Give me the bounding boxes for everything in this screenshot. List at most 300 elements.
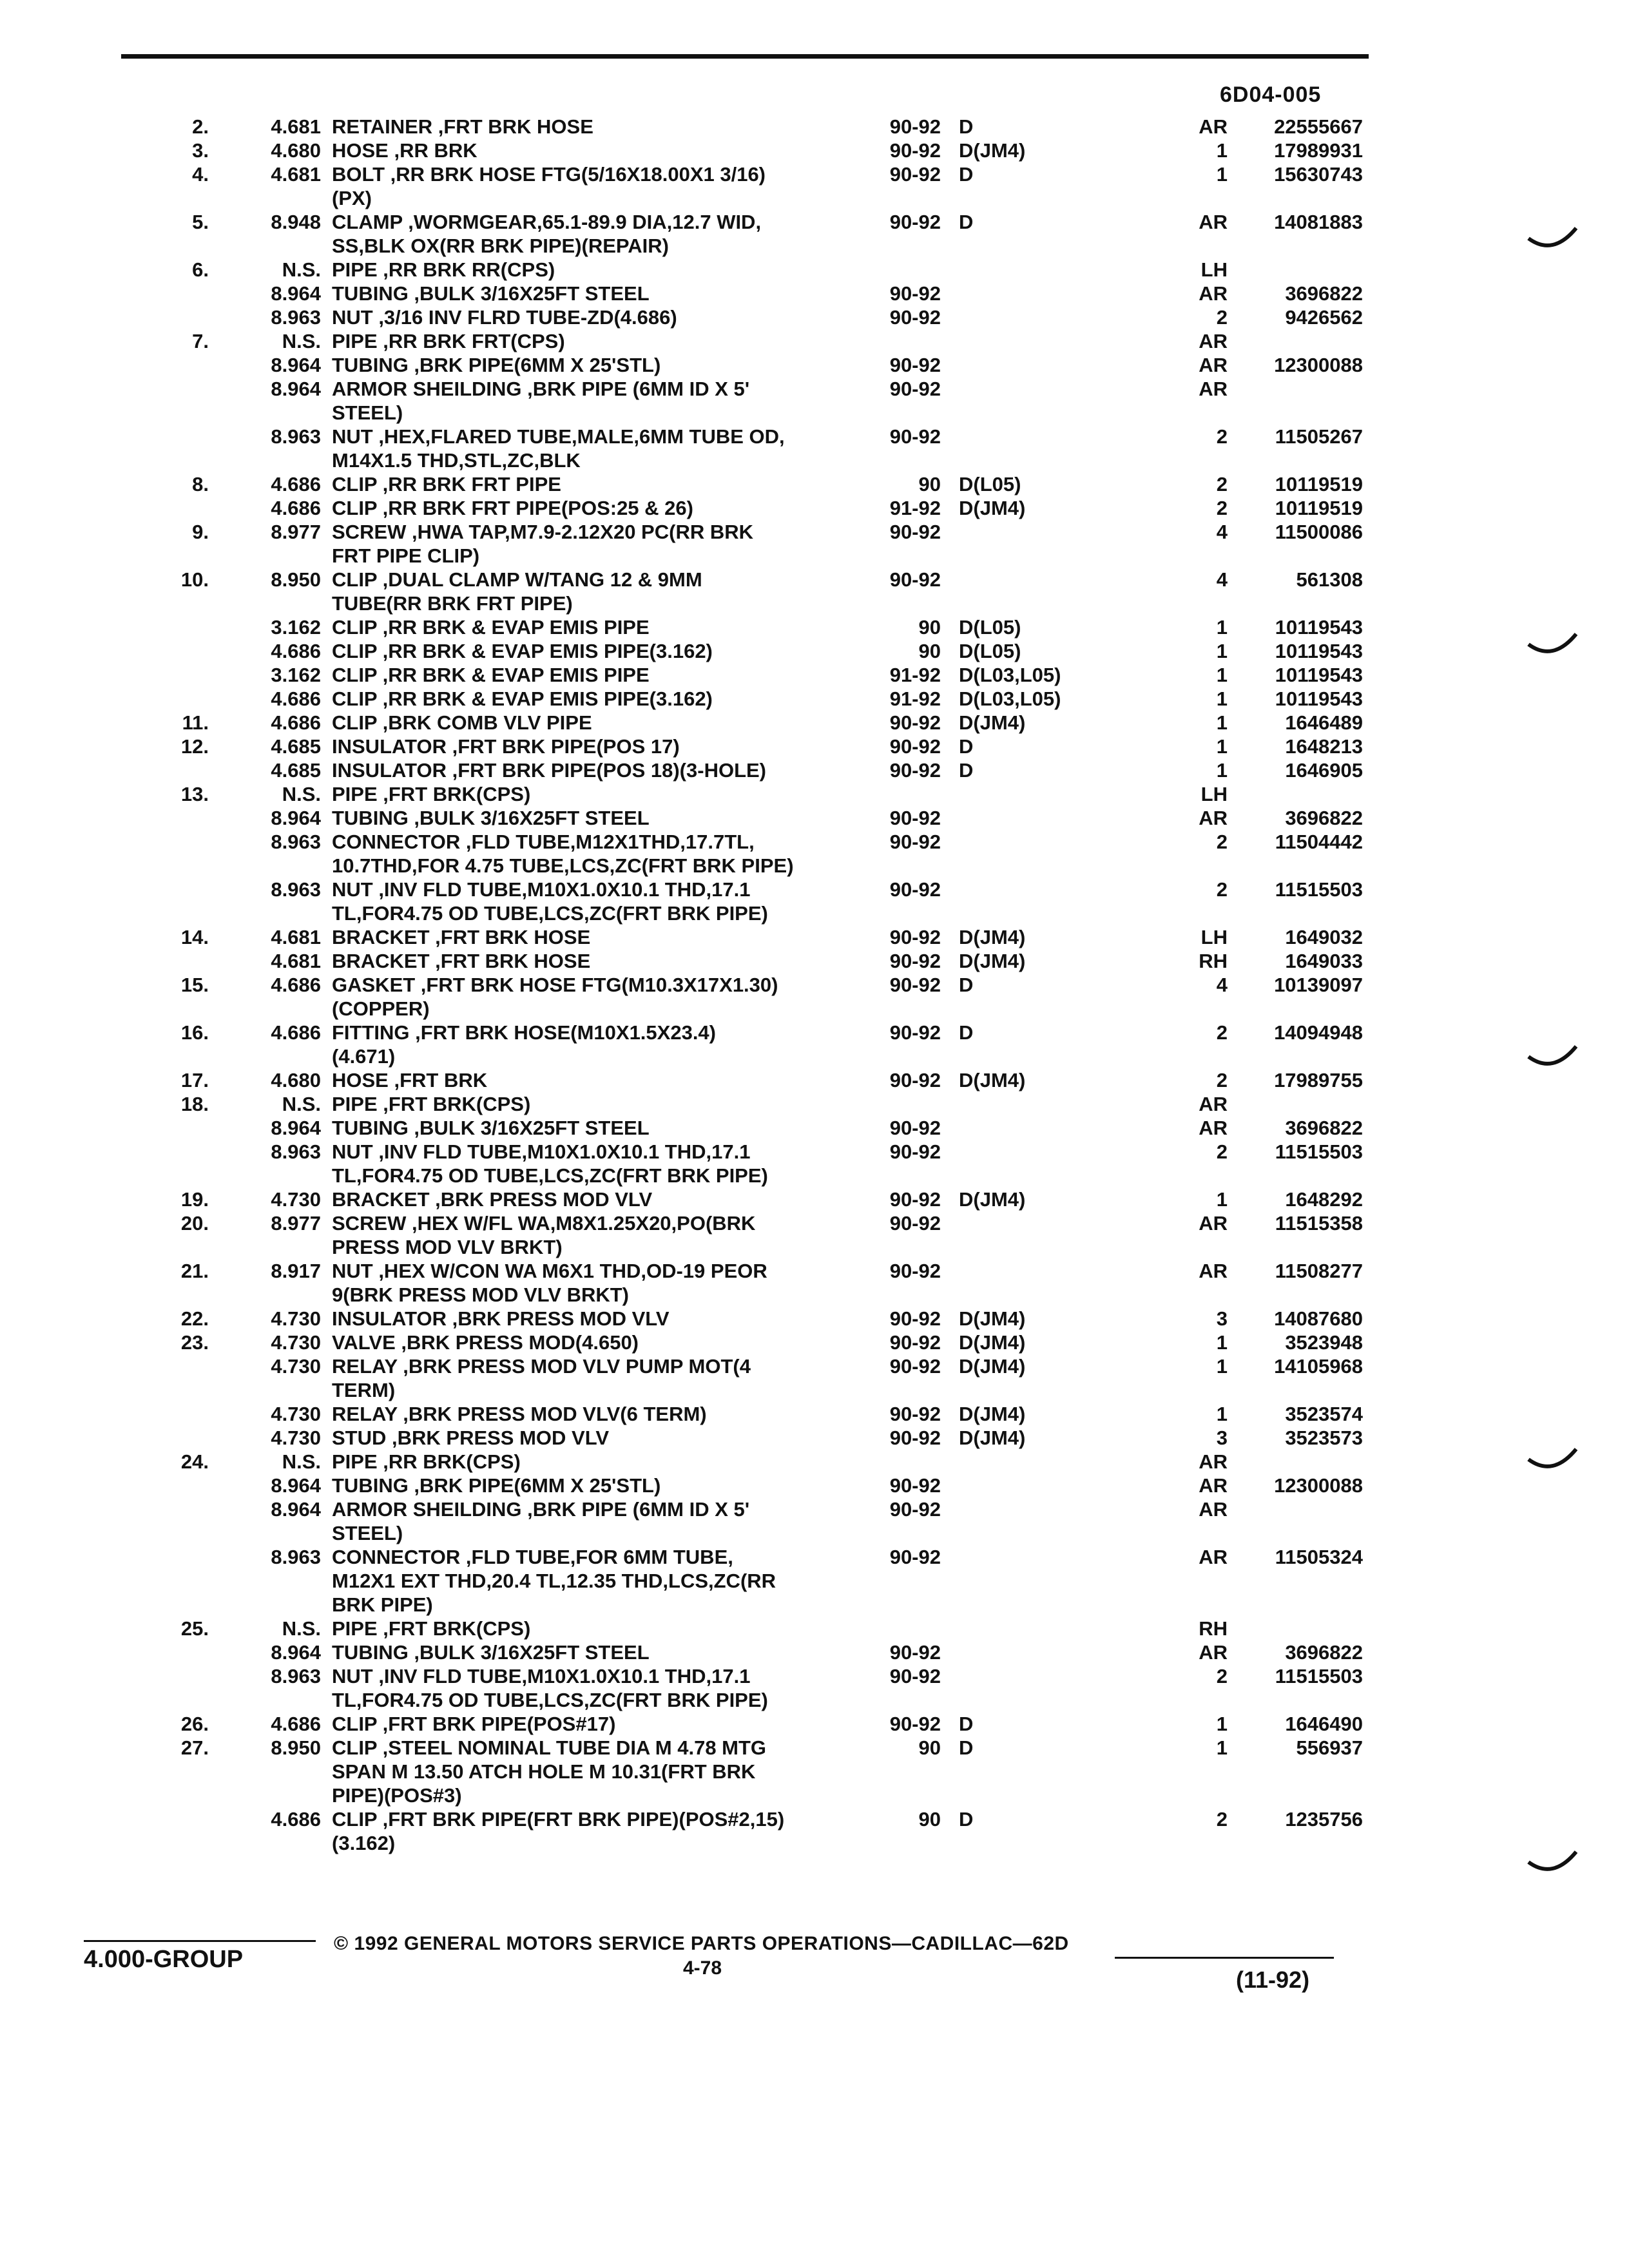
part-description: PRESS MOD VLV BRKT) [332,1236,563,1258]
model-years: 90-92 [889,282,941,305]
figure-number: 20. [180,1212,209,1235]
model-years: 90-92 [889,1546,941,1568]
model-years: 90-92 [889,1331,941,1354]
quantity: 1 [1216,1355,1228,1378]
part-description: BRACKET ,FRT BRK HOSE [332,950,591,972]
model-years: 90-92 [889,1427,941,1449]
model-years: 90-92 [889,1498,941,1521]
parts-row [0,568,1629,591]
model-code: D(JM4) [959,950,1026,972]
part-description: PIPE ,RR BRK FRT(CPS) [332,330,565,352]
group-number: 4.686 [271,1713,321,1735]
group-number: 4.681 [271,950,321,972]
model-code: D [959,1021,974,1044]
part-description: CLIP ,FRT BRK PIPE(FRT BRK PIPE)(POS#2,15) [332,1808,785,1831]
model-years: 90-92 [889,1069,941,1091]
group-number: 8.964 [271,354,321,376]
figure-number: 12. [180,735,209,758]
group-number: 4.680 [271,139,321,162]
part-description: M14X1.5 THD,STL,ZC,BLK [332,449,581,472]
group-number: 4.685 [271,735,321,758]
figure-number: 27. [180,1736,209,1759]
part-description: BRACKET ,BRK PRESS MOD VLV [332,1188,653,1211]
figure-number: 14. [180,926,209,948]
part-description: ARMOR SHEILDING ,BRK PIPE (6MM ID X 5' [332,378,750,400]
model-code: D(JM4) [959,711,1026,734]
part-description: SCREW ,HEX W/FL WA,M8X1.25X20,PO(BRK [332,1212,756,1235]
part-number: 1646489 [1285,711,1363,734]
quantity: LH [1200,783,1228,805]
quantity: AR [1199,378,1228,400]
figure-number: 24. [180,1450,209,1473]
part-description: NUT ,HEX,FLARED TUBE,MALE,6MM TUBE OD, [332,425,785,448]
quantity: AR [1199,807,1228,829]
model-years: 90-92 [889,831,941,853]
parts-row [0,425,1629,448]
group-number: 3.162 [271,664,321,686]
parts-row [0,1068,1629,1092]
part-number: 3523573 [1285,1427,1363,1449]
group-number: N.S. [282,1450,321,1473]
parts-row [0,1021,1629,1044]
parts-row [0,1140,1629,1164]
model-code: D(L05) [959,640,1021,662]
quantity: 1 [1216,735,1228,758]
footer-page-number: 4-78 [683,1957,722,1979]
part-number: 10119543 [1275,664,1363,686]
quantity: 4 [1216,974,1228,996]
quantity: AR [1199,211,1228,233]
part-number: 10119543 [1275,616,1363,639]
part-number: 11515503 [1275,1140,1363,1163]
part-number: 3523948 [1285,1331,1363,1354]
model-years: 90-92 [889,1140,941,1163]
parts-row [0,830,1629,854]
parts-row [0,1378,1629,1402]
quantity: 2 [1216,473,1228,495]
quantity: AR [1199,115,1228,138]
figure-number: 7. [192,330,209,352]
quantity: AR [1199,1641,1228,1664]
part-description: TUBING ,BULK 3/16X25FT STEEL [332,282,650,305]
group-number: 4.730 [271,1355,321,1378]
model-years: 90-92 [889,1188,941,1211]
model-years: 90-92 [889,378,941,400]
parts-row [0,925,1629,949]
parts-row [0,115,1629,139]
figure-number: 4. [192,163,209,186]
quantity: 1 [1216,1331,1228,1354]
model-years: 90-92 [889,211,941,233]
figure-number: 5. [192,211,209,233]
model-years: 90-92 [889,306,941,329]
figure-number: 11. [182,711,209,734]
binder-hole-mark [1527,226,1577,251]
footer-rule [1115,1957,1334,1959]
quantity: 2 [1216,1808,1228,1831]
part-description: CONNECTOR ,FLD TUBE,M12X1THD,17.7TL, [332,831,755,853]
figure-number: 6. [192,258,209,281]
group-number: 4.686 [271,497,321,519]
part-description: BRK PIPE) [332,1593,433,1616]
part-number: 1649033 [1285,950,1363,972]
part-description: HOSE ,RR BRK [332,139,477,162]
figure-number: 17. [180,1069,209,1091]
group-number: 4.680 [271,1069,321,1091]
part-number: 14087680 [1274,1307,1363,1330]
parts-row [0,353,1629,377]
quantity: 2 [1216,1021,1228,1044]
parts-row [0,878,1629,901]
group-number: N.S. [282,1617,321,1640]
parts-row [0,258,1629,282]
model-years: 90-92 [889,926,941,948]
parts-row [0,615,1629,639]
model-years: 90-92 [889,354,941,376]
group-number: 4.686 [271,640,321,662]
part-number: 15630743 [1274,163,1363,186]
group-number: 4.686 [271,1021,321,1044]
figure-number: 2. [192,115,209,138]
part-number: 1235756 [1285,1808,1363,1831]
parts-row [0,1402,1629,1426]
model-years: 90-92 [889,1260,941,1282]
part-number: 3523574 [1285,1403,1363,1425]
parts-row [0,1783,1629,1807]
quantity: 1 [1216,1188,1228,1211]
quantity: AR [1199,282,1228,305]
part-description: VALVE ,BRK PRESS MOD(4.650) [332,1331,639,1354]
model-code: D [959,759,974,782]
group-number: 4.730 [271,1403,321,1425]
part-description: (3.162) [332,1832,396,1854]
part-description: CLIP ,RR BRK & EVAP EMIS PIPE [332,616,650,639]
parts-row [0,1545,1629,1569]
part-number: 11515503 [1275,878,1363,901]
part-description: CLIP ,RR BRK & EVAP EMIS PIPE(3.162) [332,687,713,710]
parts-row [0,139,1629,162]
quantity: 1 [1216,616,1228,639]
part-description: FRT PIPE CLIP) [332,544,480,567]
part-description: PIPE ,FRT BRK(CPS) [332,1617,531,1640]
group-number: 4.686 [271,687,321,710]
part-description: 9(BRK PRESS MOD VLV BRKT) [332,1283,630,1306]
quantity: AR [1199,1474,1228,1497]
model-years: 91-92 [889,664,941,686]
part-number: 12300088 [1274,1474,1363,1497]
parts-row [0,282,1629,305]
part-description: TL,FOR4.75 OD TUBE,LCS,ZC(FRT BRK PIPE) [332,902,768,925]
part-description: NUT ,HEX W/CON WA M6X1 THD,OD-19 PEOR [332,1260,767,1282]
model-code: D(JM4) [959,1069,1026,1091]
model-code: D(JM4) [959,1355,1026,1378]
quantity: 2 [1216,497,1228,519]
parts-row [0,782,1629,806]
group-number: 4.681 [271,163,321,186]
part-description: 10.7THD,FOR 4.75 TUBE,LCS,ZC(FRT BRK PIPE) [332,854,794,877]
parts-row [0,234,1629,258]
group-number: 8.964 [271,1641,321,1664]
parts-row [0,1688,1629,1712]
parts-row [0,663,1629,687]
quantity: 1 [1216,1713,1228,1735]
parts-row [0,1664,1629,1688]
parts-row [0,1760,1629,1783]
quantity: 1 [1216,711,1228,734]
part-description: PIPE)(POS#3) [332,1784,462,1807]
part-description: (4.671) [332,1045,396,1068]
quantity: 3 [1216,1307,1228,1330]
quantity: AR [1199,1260,1228,1282]
part-description: CLIP ,RR BRK & EVAP EMIS PIPE [332,664,650,686]
parts-row [0,1831,1629,1855]
group-number: N.S. [282,783,321,805]
quantity: AR [1199,330,1228,352]
quantity: 2 [1216,1665,1228,1687]
parts-row [0,1450,1629,1474]
part-description: FITTING ,FRT BRK HOSE(M10X1.5X23.4) [332,1021,716,1044]
figure-number: 16. [180,1021,209,1044]
quantity: 1 [1216,759,1228,782]
part-number: 9426562 [1285,306,1363,329]
figure-number: 15. [180,974,209,996]
part-description: TUBING ,BRK PIPE(6MM X 25'STL) [332,1474,661,1497]
part-description: CLIP ,DUAL CLAMP W/TANG 12 & 9MM [332,568,702,591]
quantity: 1 [1216,664,1228,686]
parts-row [0,1044,1629,1068]
part-description: HOSE ,FRT BRK [332,1069,488,1091]
model-years: 90 [918,1736,941,1759]
part-description: RETAINER ,FRT BRK HOSE [332,115,593,138]
part-number: 14081883 [1274,211,1363,233]
quantity: 2 [1216,1140,1228,1163]
model-years: 90-92 [889,115,941,138]
group-number: 8.917 [271,1260,321,1282]
part-number: 17989755 [1274,1069,1363,1091]
part-number: 1646490 [1285,1713,1363,1735]
part-description: TL,FOR4.75 OD TUBE,LCS,ZC(FRT BRK PIPE) [332,1689,768,1711]
figure-number: 3. [192,139,209,162]
part-number: 11500086 [1275,521,1363,543]
parts-row [0,687,1629,711]
parts-row [0,1164,1629,1187]
parts-row [0,1807,1629,1831]
quantity: 2 [1216,831,1228,853]
parts-row [0,1211,1629,1235]
figure-number: 22. [180,1307,209,1330]
group-number: 8.977 [271,521,321,543]
part-number: 1649032 [1285,926,1363,948]
part-description: TERM) [332,1379,396,1401]
binder-hole-mark [1527,1849,1577,1875]
figure-number: 21. [180,1260,209,1282]
parts-row [0,997,1629,1021]
part-number: 3696822 [1285,1641,1363,1664]
model-code: D [959,974,974,996]
parts-row [0,1474,1629,1497]
parts-row [0,1092,1629,1116]
part-description: CONNECTOR ,FLD TUBE,FOR 6MM TUBE, [332,1546,733,1568]
part-description: NUT ,INV FLD TUBE,M10X1.0X10.1 THD,17.1 [332,1665,751,1687]
model-years: 90-92 [889,1212,941,1235]
parts-row [0,1497,1629,1521]
model-years: 90-92 [889,139,941,162]
part-number: 12300088 [1274,354,1363,376]
parts-row [0,1569,1629,1593]
quantity: AR [1199,1212,1228,1235]
parts-row [0,1617,1629,1640]
group-number: 4.730 [271,1331,321,1354]
quantity: 1 [1216,1736,1228,1759]
part-description: PIPE ,RR BRK(CPS) [332,1450,521,1473]
part-description: BRACKET ,FRT BRK HOSE [332,926,591,948]
parts-row [0,448,1629,472]
parts-row [0,591,1629,615]
footer-group: 4.000-GROUP [84,1946,244,1973]
part-number: 3696822 [1285,1117,1363,1139]
parts-row [0,1307,1629,1331]
group-number: 4.730 [271,1188,321,1211]
quantity: 2 [1216,1069,1228,1091]
group-number: 8.963 [271,425,321,448]
parts-row [0,1187,1629,1211]
model-code: D(JM4) [959,1188,1026,1211]
top-rule [121,54,1369,59]
part-description: SS,BLK OX(RR BRK PIPE)(REPAIR) [332,235,670,257]
part-description: (PX) [332,187,372,209]
figure-number: 18. [180,1093,209,1115]
parts-row [0,210,1629,234]
part-description: TL,FOR4.75 OD TUBE,LCS,ZC(FRT BRK PIPE) [332,1164,768,1187]
part-description: CLAMP ,WORMGEAR,65.1-89.9 DIA,12.7 WID, [332,211,762,233]
quantity: 2 [1216,306,1228,329]
binder-hole-mark [1527,1044,1577,1070]
figure-number: 25. [180,1617,209,1640]
group-number: 8.964 [271,807,321,829]
model-years: 90-92 [889,878,941,901]
part-description: CLIP ,STEEL NOMINAL TUBE DIA M 4.78 MTG [332,1736,767,1759]
quantity: AR [1199,354,1228,376]
figure-number: 8. [192,473,209,495]
part-number: 1648292 [1285,1188,1363,1211]
binder-hole-mark [1527,631,1577,657]
figure-number: 26. [180,1713,209,1735]
model-years: 90-92 [889,1117,941,1139]
group-number: N.S. [282,330,321,352]
part-description: NUT ,3/16 INV FLRD TUBE-ZD(4.686) [332,306,677,329]
group-number: 8.963 [271,1665,321,1687]
model-years: 90-92 [889,1355,941,1378]
quantity: LH [1200,926,1228,948]
parts-row [0,186,1629,210]
part-number: 11515503 [1275,1665,1363,1687]
model-years: 90-92 [889,759,941,782]
group-number: 4.686 [271,711,321,734]
part-description: CLIP ,RR BRK & EVAP EMIS PIPE(3.162) [332,640,713,662]
quantity: 1 [1216,139,1228,162]
part-description: STEEL) [332,1522,403,1544]
group-number: 8.964 [271,378,321,400]
part-description: (COPPER) [332,997,430,1020]
part-description: TUBING ,BRK PIPE(6MM X 25'STL) [332,354,661,376]
group-number: 3.162 [271,616,321,639]
model-years: 90 [918,640,941,662]
model-years: 90-92 [889,425,941,448]
part-description: M12X1 EXT THD,20.4 TL,12.35 THD,LCS,ZC(RR [332,1570,776,1592]
part-description: PIPE ,FRT BRK(CPS) [332,1093,531,1115]
part-number: 10119543 [1275,640,1363,662]
footer-date: (11-92) [1236,1966,1310,1993]
parts-row [0,162,1629,186]
model-years: 90-92 [889,1474,941,1497]
part-number: 11505267 [1275,425,1363,448]
quantity: RH [1199,950,1228,972]
model-years: 90-92 [889,1021,941,1044]
model-years: 90-92 [889,711,941,734]
quantity: AR [1199,1117,1228,1139]
parts-list [0,115,1629,1855]
group-number: 8.964 [271,1474,321,1497]
group-number: 8.950 [271,568,321,591]
page-code: 6D04-005 [1220,82,1322,107]
part-description: ARMOR SHEILDING ,BRK PIPE (6MM ID X 5' [332,1498,750,1521]
group-number: 8.964 [271,1498,321,1521]
parts-row [0,1521,1629,1545]
group-number: 4.686 [271,473,321,495]
part-description: RELAY ,BRK PRESS MOD VLV(6 TERM) [332,1403,707,1425]
parts-row [0,973,1629,997]
model-years: 90-92 [889,735,941,758]
figure-number: 13. [180,783,209,805]
model-years: 90 [918,1808,941,1831]
part-description: INSULATOR ,FRT BRK PIPE(POS 17) [332,735,680,758]
model-code: D(JM4) [959,1403,1026,1425]
model-code: D(L03,L05) [959,664,1061,686]
model-code: D(JM4) [959,497,1026,519]
parts-row [0,377,1629,401]
model-code: D(JM4) [959,1427,1026,1449]
part-description: RELAY ,BRK PRESS MOD VLV PUMP MOT(4 [332,1355,751,1378]
part-number: 10119543 [1275,687,1363,710]
model-code: D [959,163,974,186]
group-number: 8.963 [271,1546,321,1568]
model-code: D [959,211,974,233]
part-description: NUT ,INV FLD TUBE,M10X1.0X10.1 THD,17.1 [332,1140,751,1163]
parts-row [0,472,1629,496]
figure-number: 23. [180,1331,209,1354]
model-years: 90 [918,473,941,495]
model-years: 90-92 [889,163,941,186]
footer-rule [84,1940,316,1942]
parts-row [0,806,1629,830]
model-code: D [959,1736,974,1759]
group-number: 4.686 [271,1808,321,1831]
part-number: 11505324 [1275,1546,1363,1568]
model-years: 91-92 [889,497,941,519]
quantity: 2 [1216,878,1228,901]
part-number: 3696822 [1285,807,1363,829]
part-number: 11504442 [1275,831,1363,853]
quantity: 4 [1216,568,1228,591]
group-number: 8.963 [271,878,321,901]
parts-row [0,1259,1629,1283]
part-description: TUBE(RR BRK FRT PIPE) [332,592,573,615]
model-code: D(L03,L05) [959,687,1061,710]
model-code: D [959,735,974,758]
part-description: TUBING ,BULK 3/16X25FT STEEL [332,1641,650,1664]
group-number: 4.681 [271,926,321,948]
part-number: 11515358 [1275,1212,1363,1235]
